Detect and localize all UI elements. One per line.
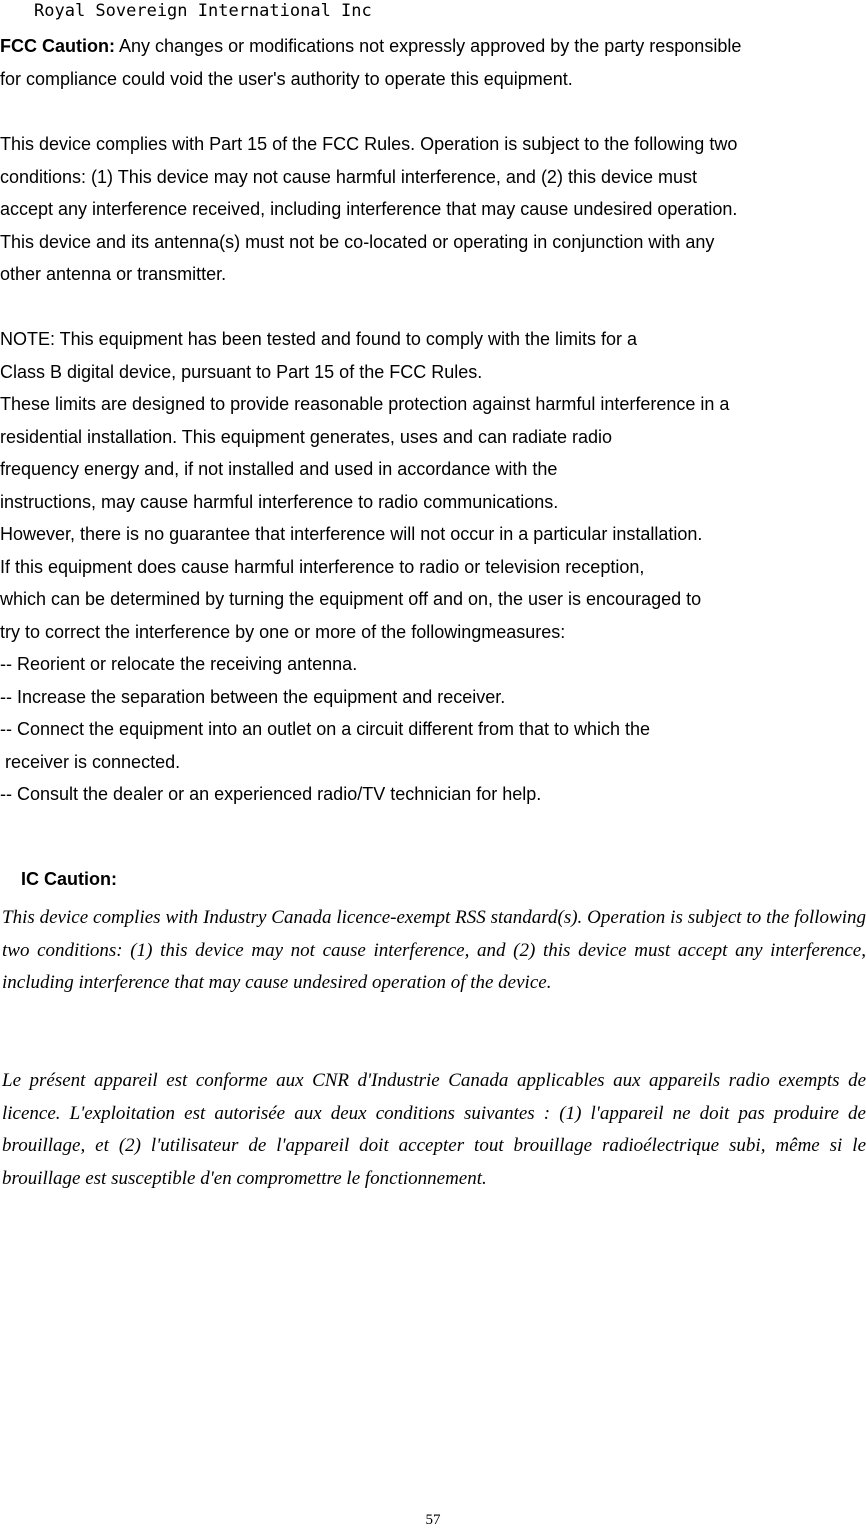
page-number: 57 (425, 1512, 441, 1528)
note-line: These limits are designed to provide reasonable protection against harmful interference in a (0, 394, 730, 414)
part15-line: This device complies with Part 15 of the FCC Rules. Operation is subject to the following two (0, 134, 738, 154)
ic-english-text: This device complies with Industry Canada licence-exempt RSS standard(s). Operation is subject to the following two conditions: (1) this device may not cause interference, and (2) this device must accept any interference, including interference that may cause undesired operation of the device. (2, 907, 866, 993)
part15-line: This device and its antenna(s) must not be co-located or operating in conjunction with any (0, 232, 715, 252)
company-header: Royal Sovereign International Inc (34, 1, 372, 21)
fcc-caution-text: Any changes or modifications not expressly approved by the party responsible (114, 36, 742, 56)
note-line: try to correct the interference by one or more of the followingmeasures: (0, 622, 566, 642)
fcc-caution-label: FCC Caution: (0, 36, 115, 56)
note-line: residential installation. This equipment generates, uses and can radiate radio (0, 427, 613, 447)
note-line: instructions, may cause harmful interference to radio communications. (0, 492, 559, 512)
note-line: which can be determined by turning the equipment off and on, the user is encouraged to (0, 589, 702, 609)
measure-list-item: -- Consult the dealer or an experienced radio/TV technician for help. (0, 784, 542, 804)
fcc-caution-line-1 (0, 30, 741, 63)
note-line: However, there is no guarantee that interference will not occur in a particular installation. (0, 524, 703, 544)
measure-list-item: -- Reorient or relocate the receiving antenna. (0, 654, 358, 674)
ic-caution-heading: IC Caution: (21, 869, 117, 889)
fcc-caution-line-2: for compliance could void the user's authority to operate this equipment. (0, 69, 573, 89)
ic-french-paragraph (2, 1065, 866, 1195)
ic-french-text: Le présent appareil est conforme aux CNR d'Industrie Canada applicables aux appareils radio exempts de licence. L'exploitation est autorisée aux deux conditions suivantes : (1) l'appareil ne doit pas produire de brouillage, et (2) l'utilisateur de l'appareil doit accepter tout brouillage radioélectrique subi, même si le brouillage est susceptible d'en compromettre le fonctionnement. (2, 1070, 866, 1189)
note-line: Class B digital device, pursuant to Part 15 of the FCC Rules. (0, 362, 483, 382)
note-line: frequency energy and, if not installed and used in accordance with the (0, 459, 558, 479)
part15-line: conditions: (1) This device may not cause harmful interference, and (2) this device must (0, 167, 697, 187)
measure-list-item-continuation: receiver is connected. (5, 752, 181, 772)
part15-line: other antenna or transmitter. (0, 264, 227, 284)
note-line: If this equipment does cause harmful interference to radio or television reception, (0, 557, 645, 577)
measure-list-item: -- Connect the equipment into an outlet on a circuit different from that to which the (0, 719, 651, 739)
note-line: NOTE: This equipment has been tested and found to comply with the limits for a (0, 329, 637, 349)
measure-list-item: -- Increase the separation between the equipment and receiver. (0, 687, 506, 707)
part15-line: accept any interference received, including interference that may cause undesired operation. (0, 199, 738, 219)
ic-english-paragraph (2, 902, 866, 1000)
